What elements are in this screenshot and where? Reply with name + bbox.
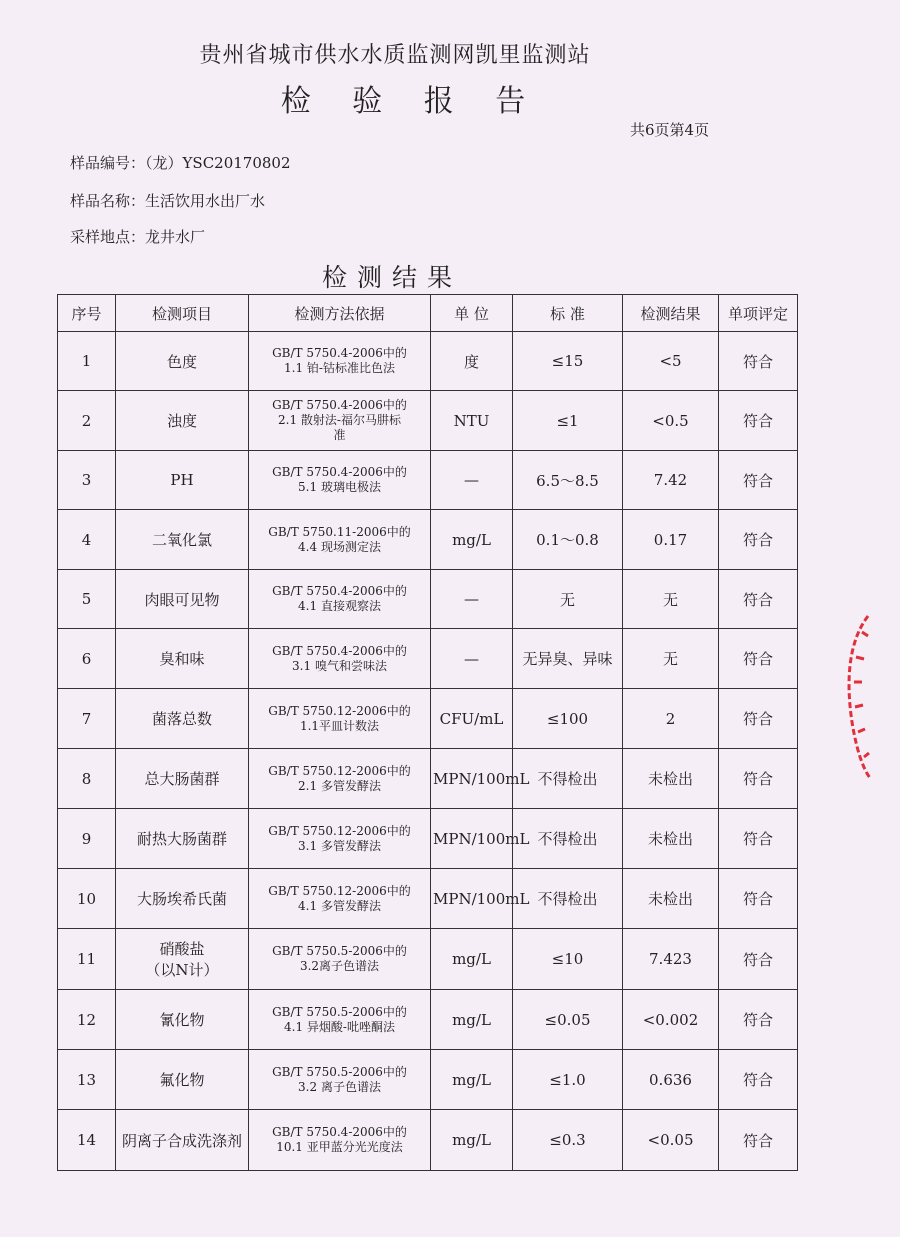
test-item-cell: 菌落总数 [116, 689, 249, 749]
standard-limit-cell: ≤15 [513, 332, 623, 391]
sample-code-row [70, 152, 291, 173]
row-number-cell: 5 [58, 570, 116, 629]
test-result-cell: 0.17 [623, 510, 719, 570]
unit-cell: mg/L [431, 1110, 513, 1171]
test-method-cell: GB/T 5750.4-2006中的 3.1 嗅气和尝味法 [249, 629, 431, 689]
test-result-cell: 未检出 [623, 809, 719, 869]
table-row [58, 689, 798, 749]
unit-cell: — [431, 570, 513, 629]
test-item-cell: 耐热大肠菌群 [116, 809, 249, 869]
test-item-cell: 大肠埃希氏菌 [116, 869, 249, 929]
test-method-cell: GB/T 5750.4-2006中的 4.1 直接观察法 [249, 570, 431, 629]
col-header-result: 检测结果 [623, 295, 719, 332]
row-number-cell: 9 [58, 809, 116, 869]
test-method-cell: GB/T 5750.5-2006中的 4.1 异烟酸-吡唑酮法 [249, 990, 431, 1050]
table-row [58, 869, 798, 929]
standard-limit-cell: 不得检出 [513, 869, 623, 929]
table-row [58, 929, 798, 990]
row-number-cell: 8 [58, 749, 116, 809]
row-number-cell: 3 [58, 451, 116, 510]
row-number-cell: 1 [58, 332, 116, 391]
row-number-cell: 12 [58, 990, 116, 1050]
col-header-no: 序号 [58, 295, 116, 332]
test-result-cell: 无 [623, 629, 719, 689]
unit-cell: MPN/100mL [431, 869, 513, 929]
test-result-cell: 未检出 [623, 749, 719, 809]
standard-limit-cell: ≤1.0 [513, 1050, 623, 1110]
unit-cell: NTU [431, 391, 513, 451]
table-row [58, 1050, 798, 1110]
sample-name-row [70, 190, 265, 211]
sample-code-value: （龙）YSC20170802 [145, 154, 291, 172]
row-number-cell: 13 [58, 1050, 116, 1110]
test-item-cell: PH [116, 451, 249, 510]
test-item-cell: 浊度 [116, 391, 249, 451]
sampling-location-row [70, 226, 205, 247]
table-row [58, 749, 798, 809]
row-number-cell: 7 [58, 689, 116, 749]
test-result-cell: <0.5 [623, 391, 719, 451]
sample-code-label: 样品编号： [70, 154, 146, 172]
evaluation-cell: 符合 [719, 929, 798, 990]
table-row [58, 629, 798, 689]
standard-limit-cell: ≤10 [513, 929, 623, 990]
test-item-cell: 臭和味 [116, 629, 249, 689]
unit-cell: mg/L [431, 510, 513, 570]
unit-cell: MPN/100mL [431, 809, 513, 869]
red-seal-stamp [842, 612, 872, 782]
test-item-cell: 色度 [116, 332, 249, 391]
table-row [58, 1110, 798, 1171]
test-result-cell: 7.423 [623, 929, 719, 990]
col-header-standard: 标 准 [513, 295, 623, 332]
standard-limit-cell: ≤0.3 [513, 1110, 623, 1171]
unit-cell: CFU/mL [431, 689, 513, 749]
test-method-cell: GB/T 5750.4-2006中的 10.1 亚甲蓝分光光度法 [249, 1110, 431, 1171]
evaluation-cell: 符合 [719, 809, 798, 869]
standard-limit-cell: ≤1 [513, 391, 623, 451]
evaluation-cell: 符合 [719, 629, 798, 689]
sampling-location-label: 采样地点： [70, 228, 146, 246]
standard-limit-cell: 6.5～8.5 [513, 451, 623, 510]
results-table [57, 294, 798, 1171]
standard-limit-cell: 无异臭、异味 [513, 629, 623, 689]
unit-cell: — [431, 629, 513, 689]
test-result-cell: 无 [623, 570, 719, 629]
test-method-cell: GB/T 5750.12-2006中的 1.1平皿计数法 [249, 689, 431, 749]
test-method-cell: GB/T 5750.12-2006中的 4.1 多管发酵法 [249, 869, 431, 929]
sample-name-value: 生活饮用水出厂水 [145, 192, 266, 210]
organization-name: 贵州省城市供水水质监测网凯里监测站 [199, 43, 591, 68]
test-item-cell: 阴离子合成洗涤剂 [116, 1110, 249, 1171]
table-row [58, 990, 798, 1050]
table-row [58, 391, 798, 451]
test-method-cell: GB/T 5750.4-2006中的 2.1 散射法-福尔马肼标 准 [249, 391, 431, 451]
evaluation-cell: 符合 [719, 570, 798, 629]
evaluation-cell: 符合 [719, 689, 798, 749]
test-method-cell: GB/T 5750.12-2006中的 3.1 多管发酵法 [249, 809, 431, 869]
standard-limit-cell: 不得检出 [513, 749, 623, 809]
evaluation-cell: 符合 [719, 391, 798, 451]
evaluation-cell: 符合 [719, 332, 798, 391]
col-header-item: 检测项目 [116, 295, 249, 332]
test-method-cell: GB/T 5750.4-2006中的 5.1 玻璃电极法 [249, 451, 431, 510]
test-result-cell: 0.636 [623, 1050, 719, 1110]
results-header-row [58, 295, 798, 332]
sample-name-label: 样品名称： [70, 192, 146, 210]
test-method-cell: GB/T 5750.4-2006中的 1.1 铂-钴标准比色法 [249, 332, 431, 391]
test-result-cell: 2 [623, 689, 719, 749]
test-item-cell: 硝酸盐 （以N计） [116, 929, 249, 990]
col-header-eval: 单项评定 [719, 295, 798, 332]
evaluation-cell: 符合 [719, 510, 798, 570]
evaluation-cell: 符合 [719, 749, 798, 809]
row-number-cell: 6 [58, 629, 116, 689]
standard-limit-cell: 无 [513, 570, 623, 629]
unit-cell: — [431, 451, 513, 510]
test-method-cell: GB/T 5750.11-2006中的 4.4 现场测定法 [249, 510, 431, 570]
evaluation-cell: 符合 [719, 869, 798, 929]
test-item-cell: 肉眼可见物 [116, 570, 249, 629]
table-row [58, 570, 798, 629]
test-item-cell: 氰化物 [116, 990, 249, 1050]
test-result-cell: 7.42 [623, 451, 719, 510]
report-title: 检 验 报 告 [280, 84, 542, 119]
test-method-cell: GB/T 5750.12-2006中的 2.1 多管发酵法 [249, 749, 431, 809]
row-number-cell: 14 [58, 1110, 116, 1171]
evaluation-cell: 符合 [719, 990, 798, 1050]
row-number-cell: 10 [58, 869, 116, 929]
table-row [58, 332, 798, 391]
test-method-cell: GB/T 5750.5-2006中的 3.2 离子色谱法 [249, 1050, 431, 1110]
evaluation-cell: 符合 [719, 451, 798, 510]
sampling-location-value: 龙井水厂 [145, 228, 206, 246]
test-item-cell: 总大肠菌群 [116, 749, 249, 809]
unit-cell: mg/L [431, 929, 513, 990]
test-result-cell: <0.05 [623, 1110, 719, 1171]
evaluation-cell: 符合 [719, 1110, 798, 1171]
results-section-title: 检测结果 [322, 263, 463, 292]
results-body [58, 332, 798, 1171]
test-item-cell: 二氧化氯 [116, 510, 249, 570]
row-number-cell: 2 [58, 391, 116, 451]
test-method-cell: GB/T 5750.5-2006中的 3.2离子色谱法 [249, 929, 431, 990]
unit-cell: MPN/100mL [431, 749, 513, 809]
table-row [58, 451, 798, 510]
standard-limit-cell: ≤0.05 [513, 990, 623, 1050]
standard-limit-cell: 0.1～0.8 [513, 510, 623, 570]
row-number-cell: 4 [58, 510, 116, 570]
evaluation-cell: 符合 [719, 1050, 798, 1110]
table-row [58, 809, 798, 869]
col-header-unit: 单 位 [431, 295, 513, 332]
test-item-cell: 氟化物 [116, 1050, 249, 1110]
test-result-cell: 未检出 [623, 869, 719, 929]
page-info: 共6页第4页 [630, 121, 710, 139]
col-header-method: 检测方法依据 [249, 295, 431, 332]
unit-cell: 度 [431, 332, 513, 391]
unit-cell: mg/L [431, 1050, 513, 1110]
row-number-cell: 11 [58, 929, 116, 990]
table-row [58, 510, 798, 570]
standard-limit-cell: 不得检出 [513, 809, 623, 869]
unit-cell: mg/L [431, 990, 513, 1050]
standard-limit-cell: ≤100 [513, 689, 623, 749]
test-result-cell: <5 [623, 332, 719, 391]
test-result-cell: <0.002 [623, 990, 719, 1050]
